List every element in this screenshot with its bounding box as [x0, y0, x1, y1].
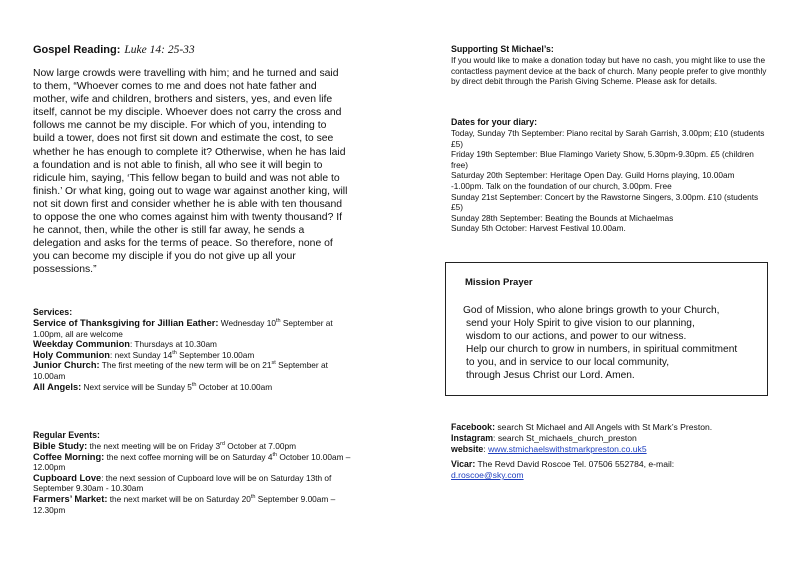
gospel-heading-label: Gospel Reading:: [33, 44, 121, 56]
prayer-line: wisdom to our actions, and power to our witness.: [466, 331, 687, 342]
event-label: Coffee Morning:: [33, 451, 105, 462]
mission-prayer-box: [445, 262, 768, 396]
event-item: [33, 494, 351, 515]
diary-list: [451, 128, 769, 234]
event-detail-continued: October at 10.00am: [196, 381, 273, 392]
ordinal-suffix: th: [172, 350, 177, 357]
email-link[interactable]: d.roscoe@sky.com: [451, 470, 524, 481]
facebook-label: Facebook:: [451, 422, 495, 432]
gospel-text: Now large crowds were travelling with him; and he turned and said to them, “Whoever comes to me and does not hate father and mother, wife and children, brothers and sisters, yes, and even life itself, cannot be my disciple. Whoever does not carry the cross and follows me cannot be my disciple. For which of you, intending to build a tower, does not first sit down and estimate the cost, to see whether he has enough to complete it? Otherwise, when he has laid a foundation and is not able to finish, all who see it will begin to ridicule him, saying, ‘This fellow began to build and was not able to finish.’ Or what king, going out to wage war against another king, will not sit down first and consider whether he is able with ten thousand to oppose the one who comes against him with twenty thousand? If he cannot, then, while the other is still far away, he sends a delegation and asks for the terms of peace. So therefore, none of you can become my disciple if you do not give up all your possessions.”: [33, 68, 348, 276]
event-detail-continued: September 9.00am – 12.30pm: [33, 493, 336, 515]
event-detail: the next coffee morning will be on Saturday 4: [104, 451, 273, 462]
event-label: Weekday Communion: [33, 339, 130, 350]
event-detail: the next market will be on Saturday 20: [107, 493, 251, 504]
instagram-text: : search St_michaels_church_preston: [493, 432, 637, 443]
ordinal-suffix: rd: [220, 441, 225, 448]
diary-item: Friday 19th September: Blue Flamingo Variety Show, 5.30pm-9.30pm. £5 (children free): [451, 149, 754, 170]
gospel-section: [33, 44, 351, 277]
facebook-line: [451, 422, 781, 433]
event-detail: : next Sunday 14: [109, 349, 173, 360]
vicar-label: Vicar:: [451, 459, 476, 470]
ordinal-suffix: th: [276, 318, 281, 325]
supporting-title: Supporting St Michael’s:: [451, 44, 554, 54]
diary-item: Saturday 20th September: Heritage Open Day. Guild Horns playing, 10.00am -1.00pm. Talk on the foundation of our church, 3.00pm. Free: [451, 170, 735, 191]
instagram-line: [451, 433, 781, 444]
regular-events-list: [33, 441, 351, 515]
event-label: All Angels:: [33, 381, 82, 392]
event-label: Farmers’ Market:: [33, 493, 108, 504]
contact-section: [451, 422, 781, 481]
event-detail-continued: September 10.00am: [176, 349, 255, 360]
event-detail: : the next session of Cupboard love will be on Saturday 13th of September 9.30am - 10.30am: [33, 472, 332, 494]
regular-events-title: Regular Events:: [33, 430, 100, 440]
instagram-label: Instagram: [451, 432, 494, 443]
gospel-reference: Luke 14: 25-33: [124, 44, 195, 56]
event-item: [33, 441, 351, 452]
event-item: [33, 318, 351, 339]
prayer-line: to you, and in service to our local community,: [466, 357, 670, 368]
diary-item: Sunday 28th September: Beating the Bounds at Michaelmas: [451, 212, 674, 223]
supporting-text: If you would like to make a donation today but have no cash, you might like to use the contactless payment device at the back of church. Many people prefer to give monthly by direct debit through the Parish Giving Scheme. Please ask for details.: [451, 55, 767, 87]
event-detail-continued: September at 1.00pm, all are welcome: [33, 318, 333, 339]
event-label: Bible Study:: [33, 441, 88, 451]
vicar-line: [451, 459, 781, 470]
ordinal-suffix: th: [272, 451, 278, 458]
event-item: [33, 350, 351, 361]
event-item: [33, 473, 351, 494]
event-detail-continued: October at 7.00pm: [224, 441, 296, 451]
diary-item: Today, Sunday 7th September: Piano recital by Sarah Garrish, 3.00pm; £10 (students £5): [451, 128, 765, 149]
event-detail: the next meeting will be on Friday 3: [87, 441, 221, 451]
website-label: website: [451, 443, 484, 454]
event-detail: Wednesday 10: [218, 318, 276, 328]
prayer-line: God of Mission, who alone brings growth to your Church,: [463, 305, 720, 316]
event-detail-continued: October 10.00am – 12.00pm: [33, 451, 351, 473]
event-label: Junior Church:: [33, 360, 100, 371]
diary-title: Dates for your diary:: [451, 117, 538, 127]
prayer-line: send your Holy Spirit to give vision to our planning,: [466, 318, 695, 329]
event-item: [33, 382, 351, 393]
website-line: [451, 444, 781, 455]
event-item: [33, 360, 351, 381]
event-detail: : Thursdays at 10.30am: [129, 339, 217, 350]
mission-prayer-title: Mission Prayer: [465, 277, 533, 288]
ordinal-suffix: th: [191, 381, 197, 388]
website-link[interactable]: www.stmichaelswithstmarkpreston.co.uk5: [488, 443, 647, 454]
event-item: [33, 452, 351, 473]
services-section: [33, 307, 351, 392]
prayer-line: through Jesus Christ our Lord. Amen.: [466, 370, 635, 381]
diary-section: [451, 117, 769, 234]
event-label: Cupboard Love: [33, 472, 102, 483]
prayer-line: Help our church to grow in numbers, in spiritual commitment: [466, 344, 738, 355]
diary-item: Sunday 21st September: Concert by the Rawstorne Singers, 3.00pm. £10 (students £5): [451, 191, 759, 213]
event-item: [33, 339, 351, 350]
event-detail: The first meeting of the new term will be on 21: [99, 360, 272, 371]
email-line: [451, 470, 781, 481]
event-label: Service of Thanksgiving for Jillian Eather:: [33, 318, 219, 328]
event-label: Holy Communion: [33, 349, 110, 360]
website-separator: :: [483, 443, 489, 454]
services-list: [33, 318, 351, 392]
vicar-text: The Revd David Roscoe Tel. 07506 552784, e-mail:: [475, 459, 675, 470]
diary-item: Sunday 5th October: Harvest Festival 10.00am.: [451, 223, 626, 234]
ordinal-suffix: st: [271, 360, 276, 367]
event-detail-continued: September at 10.00am: [33, 360, 328, 381]
ordinal-suffix: th: [250, 494, 256, 501]
facebook-text: search St Michael and All Angels with St Mark’s Preston.: [495, 422, 713, 432]
services-title: Services:: [33, 307, 73, 317]
mission-prayer-text: [463, 304, 737, 382]
regular-events-section: [33, 430, 351, 515]
supporting-section: [451, 44, 769, 87]
event-detail: Next service will be Sunday 5: [81, 381, 192, 392]
gospel-heading: [33, 44, 351, 56]
